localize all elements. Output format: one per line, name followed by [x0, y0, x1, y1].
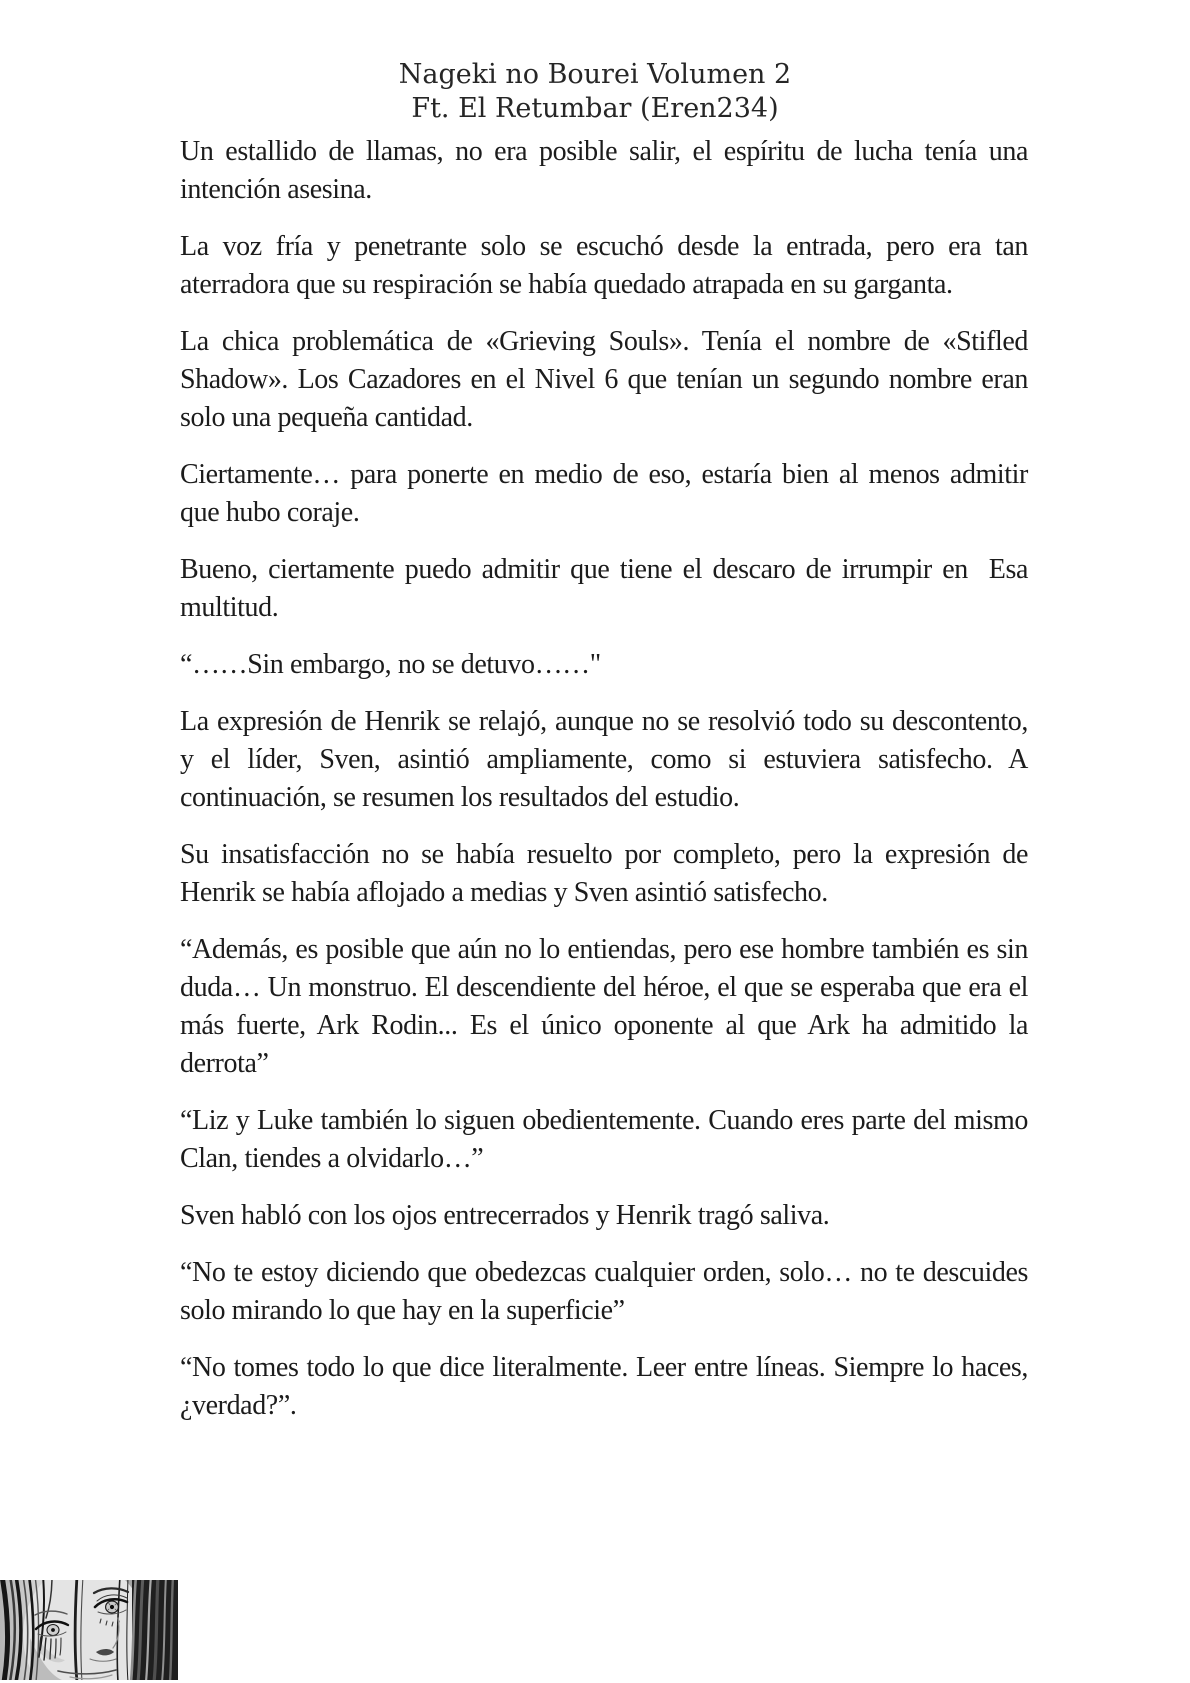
paragraph: “No tomes todo lo que dice literalmente. Leer entre líneas. Siempre lo haces, ¿verdad?”.	[180, 1352, 1028, 1421]
paragraph: Su insatisfacción no se había resuelto por completo, pero la expresión de Henrik se había aflojado a medias y Sven asintió satisfecho.	[180, 839, 1028, 908]
paragraph: Un estallido de llamas, no era posible salir, el espíritu de lucha tenía una intención asesina.	[180, 136, 1028, 205]
paragraph: Sven habló con los ojos entrecerrados y Henrik tragó saliva.	[180, 1200, 830, 1231]
page-title	[0, 0, 1190, 126]
page-title-line-1: Nageki no Bourei Volumen 2	[398, 59, 792, 90]
paragraph: La chica problemática de «Grieving Souls». Tenía el nombre de «Stifled Shadow». Los Cazadores en el Nivel 6 que tenían un segundo nombre eran solo una pequeña cantidad.	[180, 326, 1028, 433]
paragraph: Ciertamente… para ponerte en medio de eso, estaría bien al menos admitir que hubo coraje.	[180, 459, 1028, 528]
paragraph: “Además, es posible que aún no lo entiendas, pero ese hombre también es sin duda… Un monstruo. El descendiente del héroe, el que se esperaba que era el más fuerte, Ark Rodin... Es el único oponente al que Ark ha admitido la derrota”	[180, 934, 1028, 1079]
page-title-line-2: Ft. El Retumbar (Eren234)	[411, 93, 779, 124]
document-text	[180, 133, 1028, 1425]
paragraph: “……Sin embargo, no se detuvo……"	[180, 649, 601, 680]
paragraph: “Liz y Luke también lo siguen obedientemente. Cuando eres parte del mismo Clan, tiendes a olvidarlo…”	[180, 1105, 1028, 1174]
paragraph: La expresión de Henrik se relajó, aunque no se resolvió todo su descontento, y el líder, Sven, asintió ampliamente, como si estuviera satisfecho. A continuación, se resumen los resultados del estudio.	[180, 706, 1028, 813]
manga-face-image	[0, 1580, 178, 1680]
paragraph: “No te estoy diciendo que obedezcas cualquier orden, solo… no te descuides solo mirando lo que hay en la superficie”	[180, 1257, 1028, 1326]
paragraph: Bueno, ciertamente puedo admitir que tiene el descaro de irrumpir en Esa multitud.	[180, 554, 1028, 623]
paragraph: La voz fría y penetrante solo se escuchó desde la entrada, pero era tan aterradora que su respiración se había quedado atrapada en su garganta.	[180, 231, 1028, 300]
